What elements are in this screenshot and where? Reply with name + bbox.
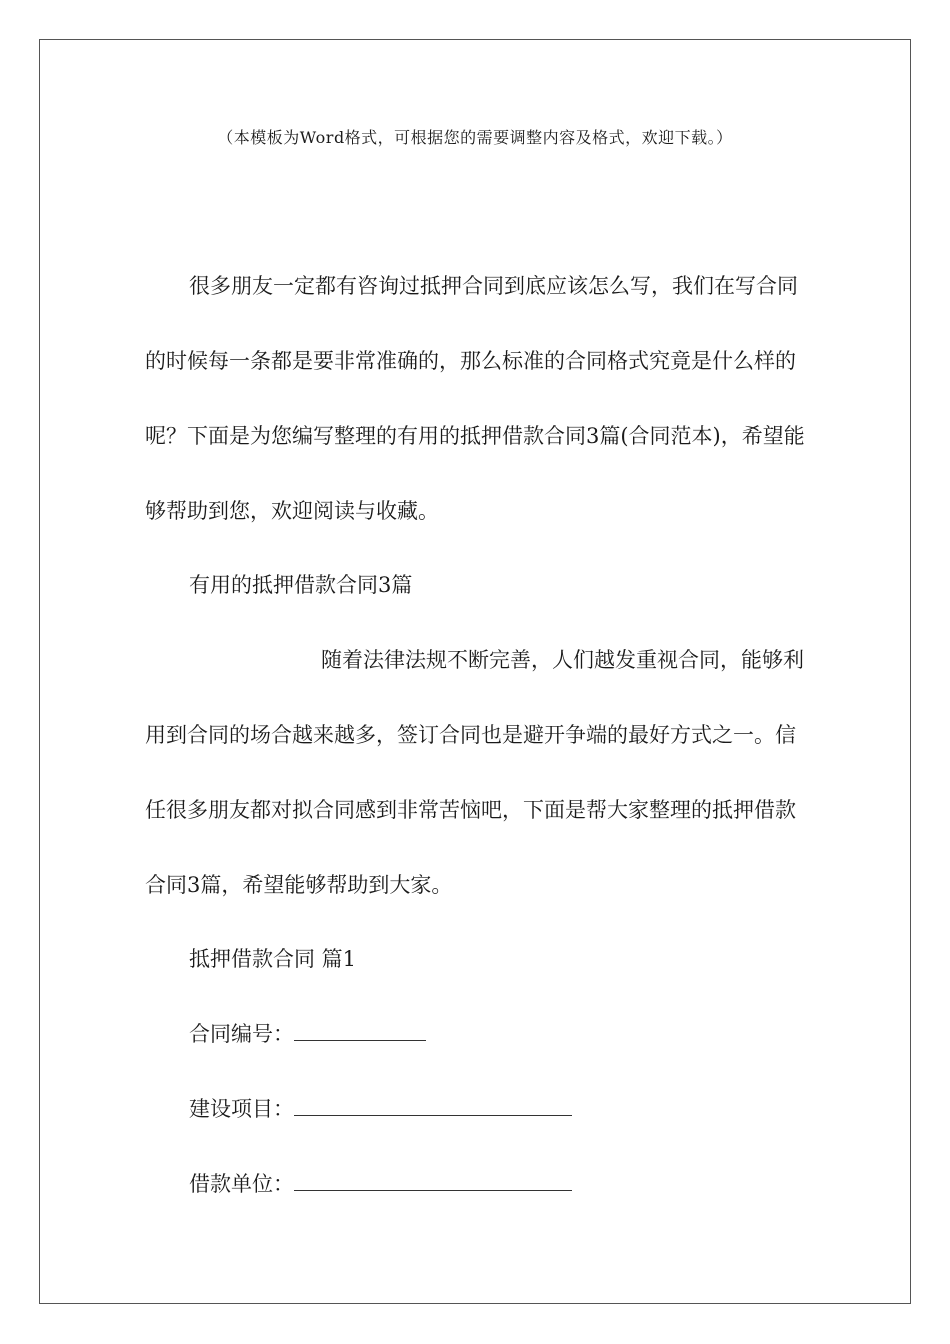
contract-title: 抵押借款合同 篇1 — [189, 947, 357, 971]
borrower-label: 借款单位： — [189, 1172, 294, 1196]
borrower-blank[interactable] — [294, 1168, 572, 1191]
project-label: 建设项目： — [189, 1097, 294, 1121]
section-paragraph-text: 随着法律法规不断完善，人们越发重视合同，能够利用到合同的场合越来越多，签订合同也是避开争端的最好方式之一。信任很多朋友都对拟合同感到非常苦恼吧，下面是帮大家整理的抵押借款合同3篇，希望能够帮助到大家。 — [145, 648, 804, 897]
project-field — [189, 1093, 572, 1124]
contract-number-label: 合同编号： — [189, 1022, 294, 1046]
project-blank[interactable] — [294, 1093, 572, 1116]
template-note: （本模板为Word格式，可根据您的需要调整内容及格式，欢迎下载。） — [217, 128, 733, 147]
intro-paragraph: 很多朋友一定都有咨询过抵押合同到底应该怎么写，我们在写合同的时候每一条都是要非常准确的，那么标准的合同格式究竟是什么样的呢？下面是为您编写整理的有用的抵押借款合同3篇(合同范本)，希望能够帮助到您，欢迎阅读与收藏。 — [145, 274, 805, 523]
contract-number-blank[interactable] — [294, 1018, 426, 1041]
section-paragraph — [145, 623, 810, 923]
section-title: 有用的抵押借款合同3篇 — [189, 573, 413, 597]
contract-number-field — [189, 1018, 426, 1049]
borrower-field — [189, 1168, 572, 1199]
